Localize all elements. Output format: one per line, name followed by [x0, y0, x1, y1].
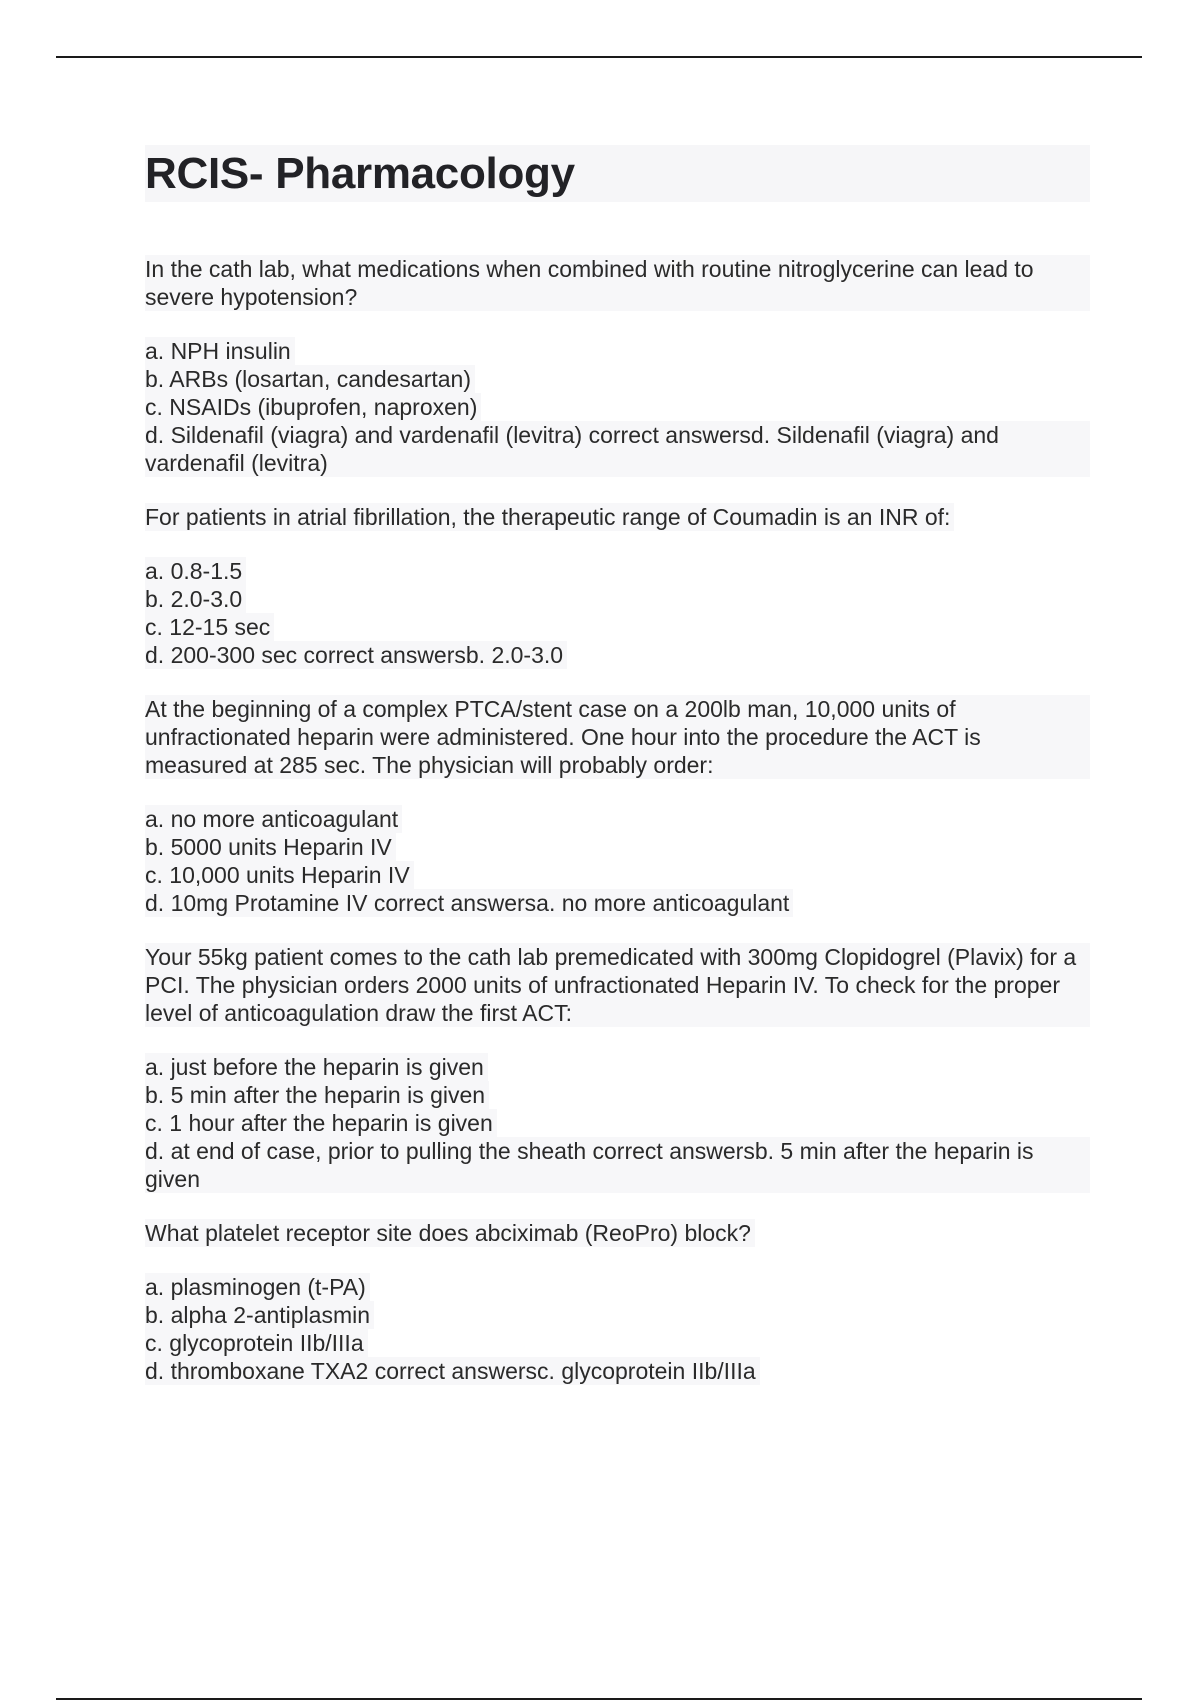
option-list: [145, 1273, 1090, 1385]
option-d-with-answer: d. Sildenafil (viagra) and vardenafil (levitra) correct answersd. Sildenafil (viagra) and vardenafil (levitra): [145, 421, 1090, 477]
option-a: a. 0.8-1.5: [145, 557, 246, 585]
question-list: [145, 255, 1090, 1385]
option-b: b. ARBs (losartan, candesartan): [145, 365, 475, 393]
option-c: c. glycoprotein IIb/IIIa: [145, 1329, 368, 1357]
question-text: At the beginning of a complex PTCA/stent case on a 200lb man, 10,000 units of unfractionated heparin were administered. One hour into the procedure the ACT is measured at 285 sec. The physician will probably order:: [145, 695, 1090, 779]
option-b: b. 5 min after the heparin is given: [145, 1081, 489, 1109]
question-block-3: [145, 695, 1090, 917]
option-c: c. 1 hour after the heparin is given: [145, 1109, 497, 1137]
question-block-5: [145, 1219, 1090, 1385]
option-a: a. no more anticoagulant: [145, 805, 402, 833]
option-list: [145, 337, 1090, 477]
option-a: a. plasminogen (t-PA): [145, 1273, 370, 1301]
option-b: b. alpha 2-antiplasmin: [145, 1301, 374, 1329]
page-top-rule: [56, 56, 1142, 58]
option-d-with-answer: d. at end of case, prior to pulling the sheath correct answersb. 5 min after the heparin is given: [145, 1137, 1090, 1193]
title-band: [145, 145, 1090, 202]
question-block-4: [145, 943, 1090, 1193]
option-d-with-answer: d. thromboxane TXA2 correct answersc. glycoprotein IIb/IIIa: [145, 1357, 760, 1385]
option-list: [145, 805, 1090, 917]
option-b: b. 2.0-3.0: [145, 585, 246, 613]
option-list: [145, 557, 1090, 669]
document-title: RCIS- Pharmacology: [145, 148, 575, 198]
question-text: Your 55kg patient comes to the cath lab premedicated with 300mg Clopidogrel (Plavix) for a PCI. The physician orders 2000 units of unfractionated Heparin IV. To check for the proper level of anticoagulation draw the first ACT:: [145, 943, 1090, 1027]
option-a: a. just before the heparin is given: [145, 1053, 488, 1081]
option-b: b. 5000 units Heparin IV: [145, 833, 396, 861]
option-list: [145, 1053, 1090, 1193]
question-text: For patients in atrial fibrillation, the therapeutic range of Coumadin is an INR of:: [145, 503, 954, 531]
option-c: c. 12-15 sec: [145, 613, 274, 641]
option-d-with-answer: d. 200-300 sec correct answersb. 2.0-3.0: [145, 641, 567, 669]
question-text: In the cath lab, what medications when combined with routine nitroglycerine can lead to severe hypotension?: [145, 255, 1090, 311]
option-c: c. 10,000 units Heparin IV: [145, 861, 414, 889]
document-body: [145, 145, 1090, 1411]
option-a: a. NPH insulin: [145, 337, 295, 365]
question-text: What platelet receptor site does abciximab (ReoPro) block?: [145, 1219, 755, 1247]
option-c: c. NSAIDs (ibuprofen, naproxen): [145, 393, 481, 421]
question-block-2: [145, 503, 1090, 669]
option-d-with-answer: d. 10mg Protamine IV correct answersa. no more anticoagulant: [145, 889, 793, 917]
question-block-1: [145, 255, 1090, 477]
